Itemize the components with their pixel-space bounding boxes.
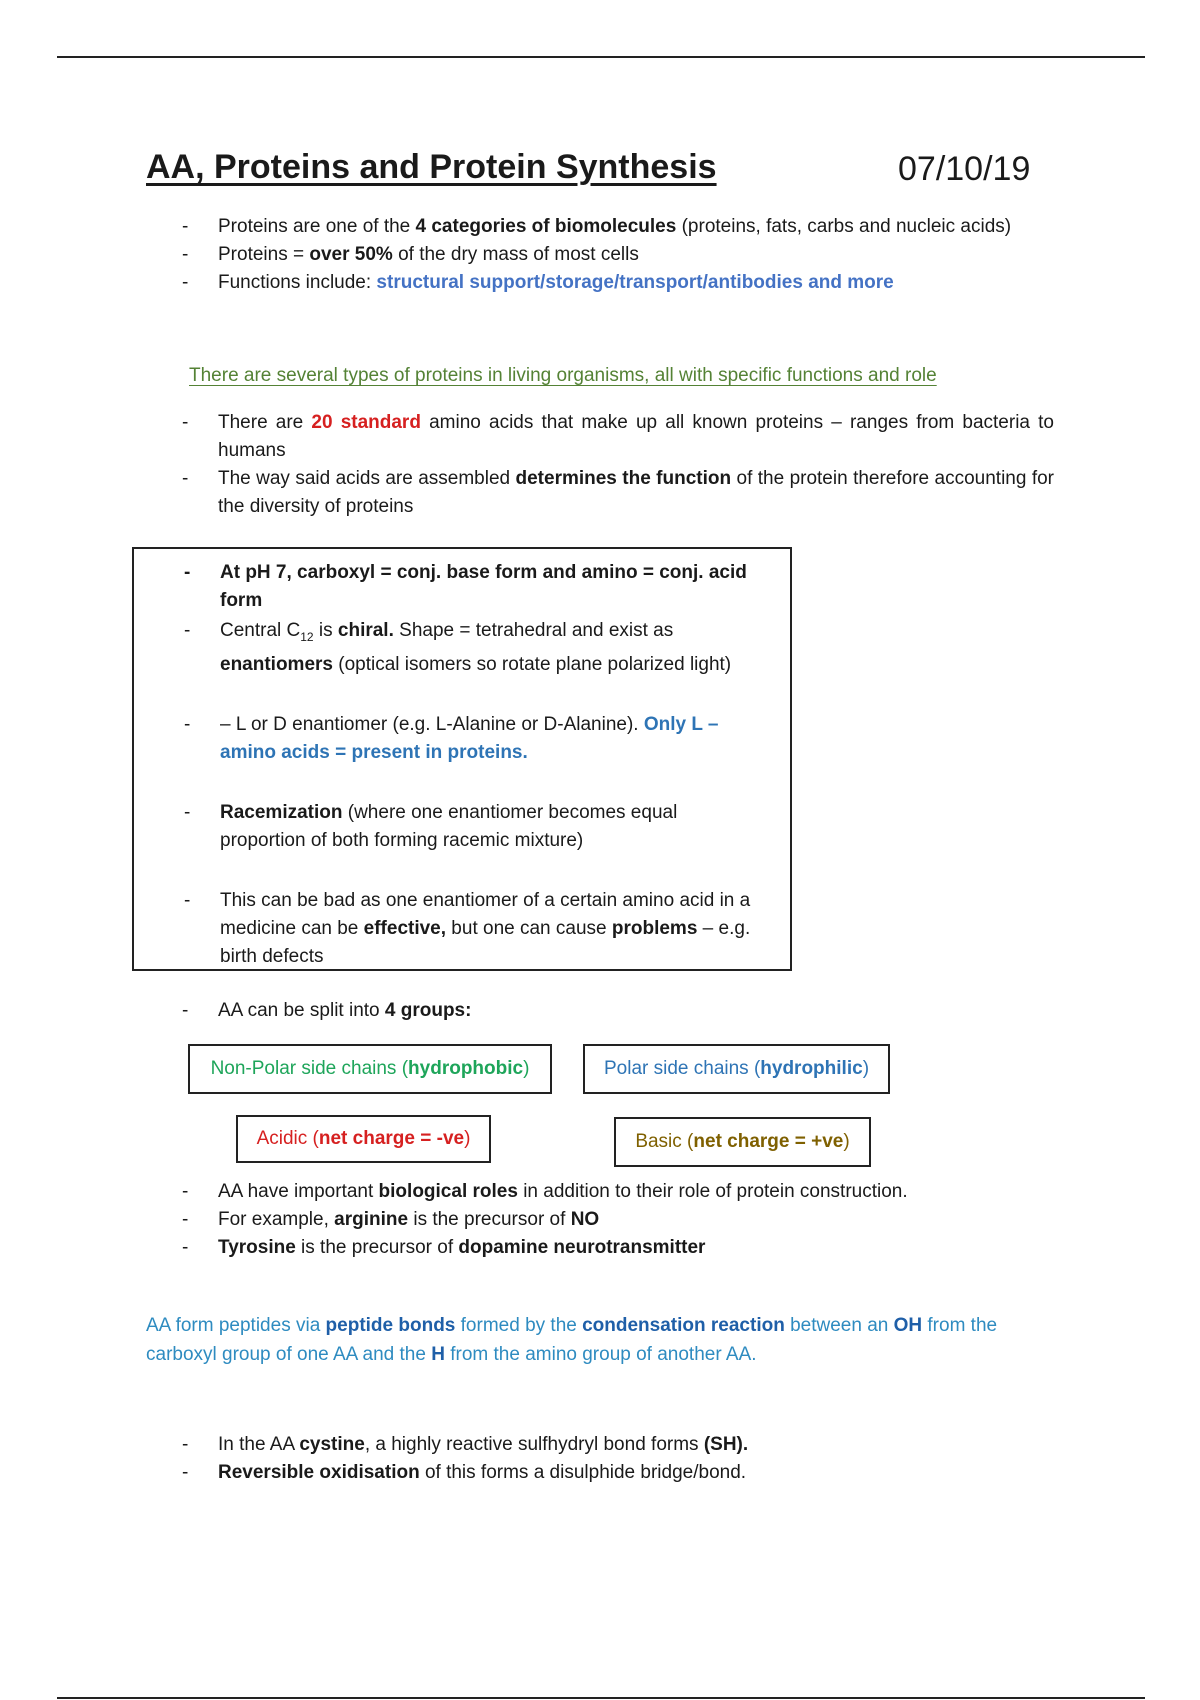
chirality-box [132, 547, 792, 971]
acidic-group-box: Acidic ( net charge = -ve ) [236, 1115, 491, 1163]
basic-group-box: Basic ( net charge = +ve ) [614, 1117, 871, 1167]
top-rule [57, 56, 1145, 58]
list-item: - This can be bad as one enantiomer of a certain amino acid in a medicine can be effective, but one can cause problems – e.g. birth defects [184, 887, 764, 971]
list-item: - For example, arginine is the precursor of NO [182, 1206, 1082, 1234]
chirality-list [184, 559, 764, 971]
intro-list [182, 213, 1082, 297]
nonpolar-group-box: Non-Polar side chains ( hydrophobic ) [188, 1044, 552, 1094]
page-date: 07/10/19 [898, 150, 1031, 188]
section-subheading: There are several types of proteins in living organisms, all with specific functions and role [189, 365, 937, 386]
roles-list [182, 1178, 1082, 1262]
list-item: - Racemization (where one enantiomer becomes equal proportion of both forming racemic mixture) [184, 799, 764, 855]
page-title: AA, Proteins and Protein Synthesis [146, 148, 717, 186]
amino-list [182, 409, 1054, 521]
list-item: - AA can be split into 4 groups: [182, 997, 782, 1025]
bottom-rule [57, 1697, 1145, 1699]
list-item: - The way said acids are assembled determines the function of the protein therefore accounting for the diversity of proteins [182, 465, 1054, 521]
peptide-paragraph: AA form peptides via peptide bonds formed by the condensation reaction between an OH from the carboxyl group of one AA and the H from the amino group of another AA. [146, 1315, 998, 1365]
list-item: - AA have important biological roles in addition to their role of protein construction. [182, 1178, 1082, 1206]
polar-group-box: Polar side chains ( hydrophilic ) [583, 1044, 890, 1094]
groups-intro [182, 997, 782, 1025]
list-item: - Tyrosine is the precursor of dopamine neurotransmitter [182, 1234, 1082, 1262]
list-item: - – L or D enantiomer (e.g. L-Alanine or D-Alanine). Only L – amino acids = present in proteins. [184, 711, 764, 767]
list-item: - At pH 7, carboxyl = conj. base form and amino = conj. acid form [184, 559, 764, 615]
list-item: - There are 20 standard amino acids that make up all known proteins – ranges from bacteria to humans [182, 409, 1054, 465]
list-item: - Central $C_{12}$ is chiral. Shape = tetrahedral and exist as enantiomers (optical isomers so rotate plane polarized light) [184, 617, 764, 679]
cystine-list [182, 1431, 1082, 1487]
list-item: - Reversible oxidisation of this forms a disulphide bridge/bond. [182, 1459, 1082, 1487]
list-item: - Functions include: structural support/storage/transport/antibodies and more [182, 269, 1082, 297]
list-item: - Proteins are one of the 4 categories of biomolecules (proteins, fats, carbs and nucleic acids) [182, 213, 1082, 241]
list-item: - In the AA cystine, a highly reactive sulfhydryl bond forms (SH). [182, 1431, 1082, 1459]
list-item: - Proteins = over 50% of the dry mass of most cells [182, 241, 1082, 269]
